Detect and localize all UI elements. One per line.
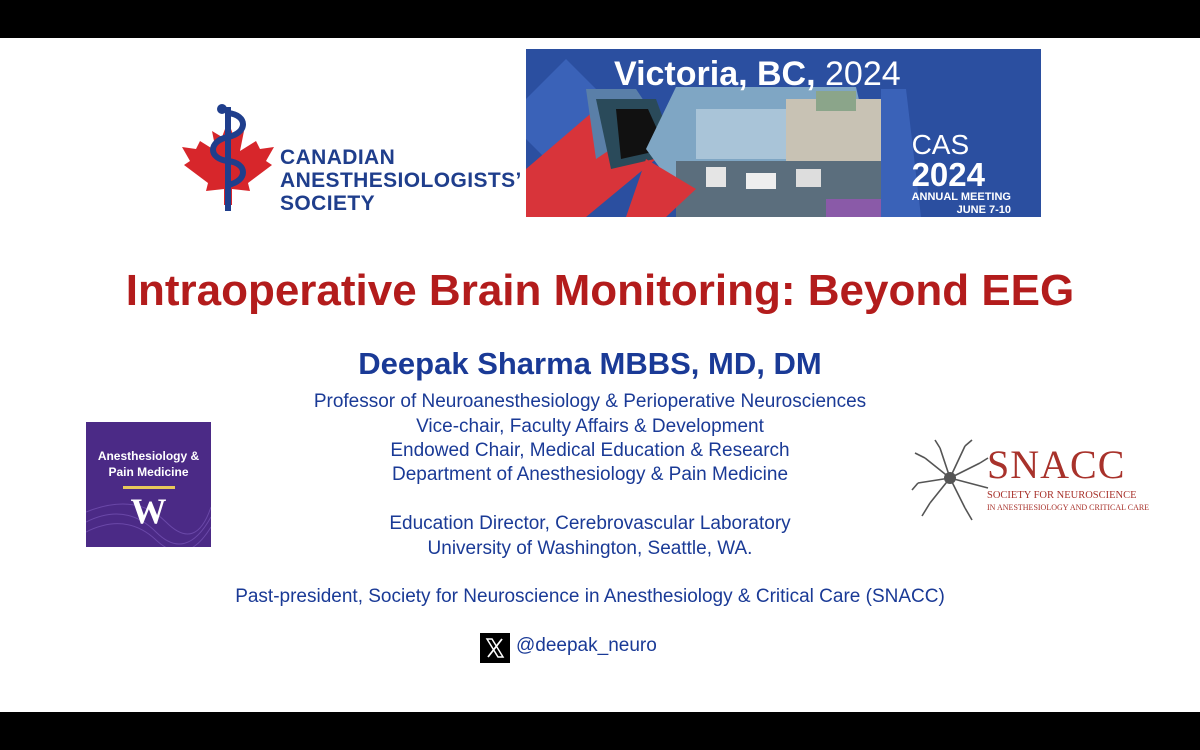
slide-title: Intraoperative Brain Monitoring: Beyond EEG	[125, 266, 1075, 315]
x-twitter-icon	[480, 633, 510, 663]
affiliation-line-1: Professor of Neuroanesthesiology & Perioperative Neurosciences	[313, 391, 867, 412]
social-handle[interactable]: @deepak_neuro	[516, 635, 657, 656]
affiliation-line-2: Vice-chair, Faculty Affairs & Development	[416, 416, 764, 437]
uw-anesthesiology-logo	[86, 422, 211, 547]
presenter-name: Deepak Sharma MBBS, MD, DM	[358, 346, 822, 381]
cas-line-2: ANESTHESIOLOGISTS’	[280, 169, 522, 192]
education-line-1: Education Director, Cerebrovascular Laboratory	[389, 513, 791, 534]
slide	[0, 38, 1200, 712]
snacc-subtitle-2: IN ANESTHESIOLOGY AND CRITICAL CARE	[987, 503, 1150, 512]
uw-line-1: Anesthesiology &	[97, 449, 200, 463]
banner-city: Victoria, BC,	[614, 55, 816, 93]
neuron-icon	[910, 438, 990, 523]
cas-line-3: SOCIETY	[280, 192, 375, 215]
cas-logo	[178, 93, 538, 213]
badge-meeting: ANNUAL MEETING	[911, 191, 1011, 203]
education-line-2: University of Washington, Seattle, WA.	[427, 538, 753, 559]
affiliation-line-4: Department of Anesthesiology & Pain Medicine	[391, 464, 789, 485]
banner-year: 2024	[825, 55, 901, 93]
uw-line-2: Pain Medicine	[108, 465, 189, 479]
badge-year: 2024	[911, 156, 985, 193]
snacc-name: SNACC	[987, 442, 1126, 487]
uw-w-letter: W	[130, 491, 167, 531]
cas-line-1: CANADIAN	[280, 146, 396, 169]
cas-annual-meeting-badge	[912, 131, 1011, 217]
conference-banner	[526, 49, 1041, 217]
affiliation-line-3: Endowed Chair, Medical Education & Research	[390, 440, 790, 461]
maple-leaf-caduceus-icon	[178, 93, 278, 213]
uw-department-text	[86, 448, 211, 480]
uw-gold-divider	[123, 486, 175, 489]
cas-name	[280, 146, 522, 215]
badge-dates: JUNE 7-10	[956, 204, 1011, 216]
banner-title	[614, 55, 901, 94]
badge-cas: CAS	[911, 129, 970, 160]
snacc-subtitle-1: SOCIETY FOR NEUROSCIENCE	[987, 490, 1137, 501]
snacc-logo	[910, 438, 1150, 528]
past-president: Past-president, Society for Neuroscience in Anesthesiology & Critical Care (SNACC)	[235, 586, 945, 607]
